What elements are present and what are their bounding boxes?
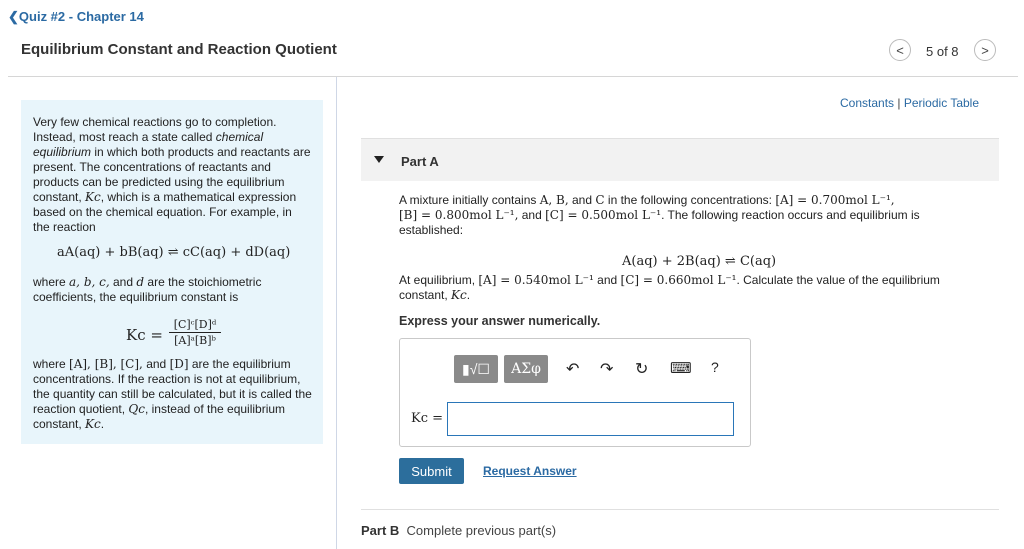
question-text: . xyxy=(466,288,471,302)
part-b-divider xyxy=(361,509,999,510)
coefficients-paragraph xyxy=(33,275,311,305)
question-text: A mixture initially contains xyxy=(399,193,540,207)
back-to-quiz-link[interactable] xyxy=(8,9,144,25)
coeff-text: and xyxy=(109,275,137,289)
pager-count: 5 of 8 xyxy=(926,44,959,59)
collapse-triangle-icon[interactable] xyxy=(374,156,384,163)
conc-text: . xyxy=(100,417,105,431)
conc-symbol-d: [D] xyxy=(169,357,189,371)
intro-paragraph xyxy=(33,115,311,235)
conc-text: , instead of the equilibrium constant, xyxy=(33,402,286,431)
coeff-var-d: d xyxy=(136,275,145,289)
kc-denominator: [A]ᵃ[B]ᵇ xyxy=(174,334,216,347)
answer-instruction: Express your answer numerically. xyxy=(399,314,601,328)
question-text: and xyxy=(568,193,596,207)
constants-link[interactable]: Constants xyxy=(840,96,895,110)
coeff-text: are the stoichiometric coefficients, the equilibrium constant is xyxy=(33,275,262,304)
periodic-table-link[interactable]: Periodic Table xyxy=(903,96,980,110)
intro-panel xyxy=(21,100,323,444)
general-equation: aA(aq) + bB(aq) ⇌ cC(aq) + dD(aq) xyxy=(57,245,291,260)
reaction-equation: A(aq) + 2B(aq) ⇌ C(aq) xyxy=(622,254,777,269)
intro-emphasis: chemical equilibrium xyxy=(33,130,264,159)
panel-divider xyxy=(336,77,337,549)
kc-symbol: Kc xyxy=(85,417,101,431)
kc-lhs: Kc = xyxy=(126,326,163,344)
initial-conc-a: [A] = 0.700mol L⁻¹, xyxy=(775,193,895,207)
species-symbols: A, B, xyxy=(539,193,569,207)
header-divider xyxy=(8,76,1018,77)
conc-symbols: [A], [B], [C], xyxy=(69,357,143,371)
resource-links xyxy=(840,96,979,110)
question-equilibrium xyxy=(399,273,979,303)
part-b-row xyxy=(361,523,556,538)
reset-icon[interactable]: ↻ xyxy=(635,361,649,378)
greek-icon: ΑΣφ xyxy=(511,361,541,377)
templates-button[interactable] xyxy=(454,355,498,383)
kc-fraction xyxy=(169,318,221,347)
keyboard-icon[interactable]: ⌨ xyxy=(670,360,692,377)
conc-text: are the equilibrium concentrations. If the reaction is not at equilibrium, the quantity can still be calculated, but it is called the reaction quotient, xyxy=(33,357,312,416)
request-answer-link[interactable]: Request Answer xyxy=(483,464,577,478)
kc-symbol: Kc xyxy=(85,190,101,204)
back-link-label: Quiz #2 - Chapter 14 xyxy=(18,9,144,24)
conc-text: and xyxy=(142,357,170,371)
part-a-header[interactable] xyxy=(361,139,999,181)
answer-panel xyxy=(399,338,751,447)
equilibrium-conc-c: [C] = 0.660mol L⁻¹ xyxy=(620,273,737,287)
page-title: Equilibrium Constant and Reaction Quotient xyxy=(21,41,337,58)
qc-symbol: Qc xyxy=(128,402,145,416)
question-text: and xyxy=(593,273,621,287)
question-text: in the following concentrations: xyxy=(604,193,776,207)
question-text: . The following reaction occurs and equilibrium is established: xyxy=(399,208,920,237)
intro-text: Very few chemical reactions go to completion. Instead, most reach a state called xyxy=(33,115,277,144)
initial-conc-b: [B] = 0.800mol L⁻¹, xyxy=(399,208,519,222)
submit-button[interactable]: Submit xyxy=(399,458,464,484)
equilibrium-conc-a: [A] = 0.540mol L⁻¹ xyxy=(478,273,594,287)
templates-icon: ▮√☐ xyxy=(462,360,490,377)
coeff-text: where xyxy=(33,275,70,289)
part-a-label: Part A xyxy=(401,154,439,169)
kc-numerator: [C]ᶜ[D]ᵈ xyxy=(169,318,221,333)
question-text: and xyxy=(518,208,546,222)
chevron-left-icon: < xyxy=(896,42,904,58)
previous-button[interactable] xyxy=(889,39,911,61)
coeff-vars: a, b, c, xyxy=(69,275,110,289)
kc-answer-label: Kc = xyxy=(411,411,444,426)
question-intro xyxy=(399,193,979,238)
concentrations-paragraph xyxy=(33,357,313,432)
chevron-left-icon: ❮ xyxy=(8,9,19,24)
intro-text: in which both products and reactants are present. The concentrations of reactants and products can be predicted using the equilibrium constant, xyxy=(33,145,311,204)
conc-text: where xyxy=(33,357,70,371)
greek-symbols-button[interactable] xyxy=(504,355,548,383)
help-icon[interactable]: ? xyxy=(711,359,719,375)
species-c: C xyxy=(595,193,605,207)
redo-icon[interactable]: ↷ xyxy=(600,361,614,378)
undo-icon[interactable]: ↶ xyxy=(566,361,580,378)
chevron-right-icon: > xyxy=(981,42,989,58)
link-separator: | xyxy=(897,96,901,110)
part-b-status: Complete previous part(s) xyxy=(406,523,557,538)
question-text: . Calculate the value of the equilibrium constant, xyxy=(399,273,940,302)
initial-conc-c: [C] = 0.500mol L⁻¹ xyxy=(545,208,662,222)
kc-symbol: Kc xyxy=(451,288,467,302)
intro-text: , which is a mathematical expression based on the chemical equation. For example, in the reaction xyxy=(33,190,297,234)
question-text: At equilibrium, xyxy=(399,273,479,287)
next-button[interactable] xyxy=(974,39,996,61)
kc-answer-input[interactable] xyxy=(447,402,734,436)
part-b-label: Part B xyxy=(361,523,400,538)
